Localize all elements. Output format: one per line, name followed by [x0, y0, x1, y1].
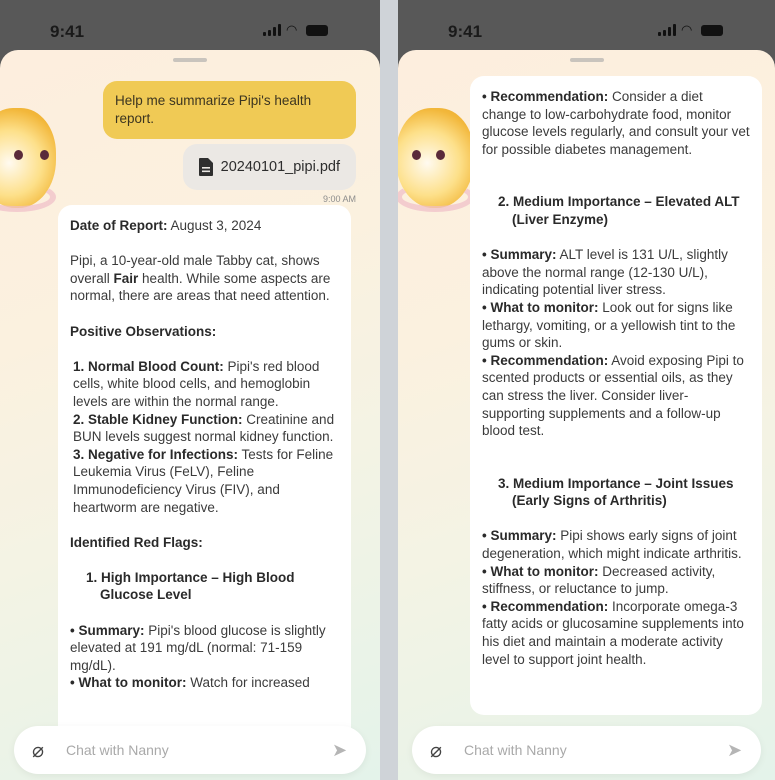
flag-item: • What to monitor: Look out for signs like lethargy, vomiting, or a yellowish tint to the gums or skin. — [482, 299, 736, 351]
user-message: Help me summarize Pipi's health report. — [103, 81, 356, 139]
nanny-mascot-avatar — [0, 108, 56, 208]
wifi-icon: ◠ — [681, 22, 693, 37]
send-icon[interactable]: ➤ — [727, 740, 743, 760]
phone-screen-2 — [398, 0, 775, 780]
status-bar — [398, 0, 775, 52]
nanny-mascot-avatar — [398, 108, 474, 208]
flag-item: • Summary: ALT level is 131 U/L, slightly above the normal range (12-130 U/L), indicating potential liver stress. — [482, 247, 728, 298]
message-timestamp: 9:00 AM — [322, 194, 356, 204]
chat-input[interactable] — [464, 742, 727, 758]
date-label: Date of Report: — [70, 218, 168, 233]
red-flags-heading: Identified Red Flags: — [70, 534, 203, 550]
status-time: 9:41 — [448, 22, 483, 41]
battery-icon — [306, 25, 328, 36]
flag-item: • Summary: Pipi shows early signs of joint degeneration, which might indicate arthritis. — [482, 528, 742, 562]
chat-input-bar — [412, 726, 761, 774]
positive-heading: Positive Observations: — [70, 323, 217, 339]
attach-paperclip-icon[interactable]: ⌀ — [32, 739, 45, 762]
flag-item: • What to monitor: Watch for increased — [70, 675, 310, 691]
wifi-icon: ◠ — [286, 22, 298, 37]
positive-item: 2. Stable Kidney Function: Creatinine and BUN levels suggest normal kidney function. — [73, 411, 335, 445]
flag-item: • Recommendation: Consider a diet change to low-carbohydrate food, monitor glucose levels regularly, and consult your vet for possible diabetes management. — [482, 89, 750, 157]
signal-icon — [658, 24, 676, 36]
flag-item: • Recommendation: Incorporate omega-3 fatty acids or glucosamine supplements into his diet and maintain a moderate activity level to support joint health. — [482, 598, 744, 667]
positive-item: 1. Normal Blood Count: Pipi's red blood cells, white blood cells, and hemoglobin levels are within the normal range. — [73, 358, 320, 409]
flag-title: 1. High Importance – High Blood Glucose Level — [86, 569, 295, 603]
flag-title: 2. Medium Importance – Elevated ALT (Liver Enzyme) — [498, 194, 740, 227]
sheet-grabber[interactable] — [173, 58, 207, 62]
signal-icon — [263, 24, 281, 36]
flag-title: 3. Medium Importance – Joint Issues (Early Signs of Arthritis) — [498, 475, 734, 509]
assistant-message — [470, 76, 762, 715]
status-bar — [0, 0, 380, 52]
attachment-filename: 20240101_pipi.pdf — [220, 159, 340, 175]
chat-sheet — [398, 50, 775, 780]
chat-input[interactable] — [66, 742, 332, 758]
phone-screen-1 — [0, 0, 380, 780]
attachment-file[interactable] — [183, 144, 356, 190]
chat-input-bar — [14, 726, 366, 774]
document-icon — [199, 158, 213, 176]
attach-paperclip-icon[interactable]: ⌀ — [430, 739, 443, 762]
assistant-message — [58, 205, 351, 765]
battery-icon — [701, 25, 723, 36]
date-value: August 3, 2024 — [167, 218, 262, 233]
sheet-grabber[interactable] — [570, 58, 604, 62]
flag-item: • Summary: Pipi's blood glucose is slightly elevated at 191 mg/dL (normal: 71-159 mg/dL). — [70, 622, 326, 673]
status-time: 9:41 — [50, 22, 85, 41]
flag-item: • Recommendation: Avoid exposing Pipi to scented products or essential oils, as they can stress the liver. Consider liver-supporting supplements and a follow-up blood test. — [482, 352, 744, 439]
intro-text: Pipi, a 10-year-old male Tabby cat, shows overall Fair health. While some aspects are normal, there are areas that need attention. — [70, 253, 331, 304]
positive-item: 3. Negative for Infections: Tests for Feline Leukemia Virus (FeLV), Feline Immunodeficiency Virus (FIV), and heartworm are negative. — [73, 446, 334, 515]
send-icon[interactable]: ➤ — [332, 740, 348, 760]
flag-item: • What to monitor: Decreased activity, stiffness, or reluctance to jump. — [482, 563, 716, 597]
